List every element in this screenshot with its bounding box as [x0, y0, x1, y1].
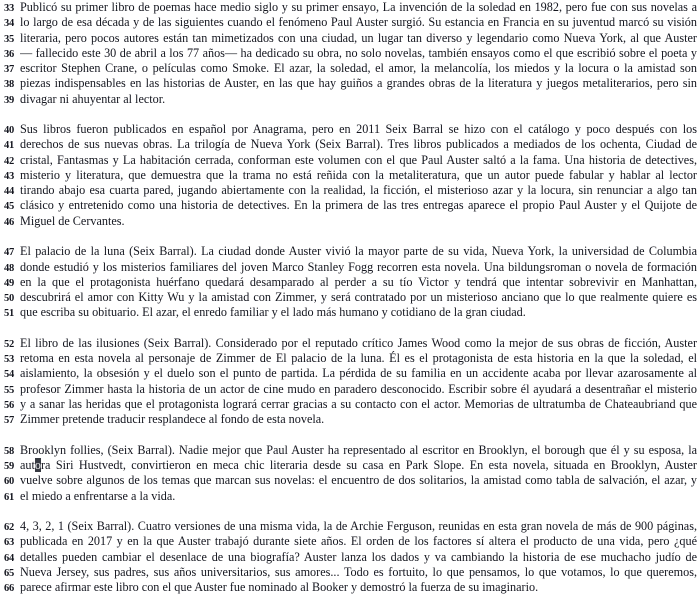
line-number: 57 [4, 415, 14, 427]
text-line [4, 198, 697, 213]
text-line [4, 305, 697, 320]
line-text[interactable]: publicada en 2017 y en la que Auster trabajó durante siete años. El orden de los factores sí altera el producto de una vida, pero ¿qué [20, 534, 697, 549]
text-line [4, 565, 697, 580]
line-number: 53 [4, 354, 14, 366]
text-line [4, 244, 697, 259]
paragraph-gap [4, 107, 697, 122]
line-text[interactable]: detalles pueden cambiar el desenlace de una biografía? Auster lanza los dados y va cambiando la historia de ese muchacho judío de [20, 549, 697, 564]
line-number: 61 [4, 491, 14, 503]
line-number: 40 [4, 125, 14, 137]
text-line [4, 260, 697, 275]
line-number: 62 [4, 522, 14, 534]
line-text[interactable]: retoma en esta novela al personaje de Zimmer de El palacio de la luna. Él es el protagonista de esta historia en la que la soledad, el [20, 351, 697, 366]
paragraph-gap [4, 504, 697, 519]
line-number: 54 [4, 369, 14, 381]
line-text[interactable]: descubrirá el amor con Kitty Wu y la amistad con Zimmer, y será contratado por un misterioso anciano que lo que realmente quiere es [20, 290, 697, 305]
line-text[interactable]: Brooklyn follies, (Seix Barral). Nadie mejor que Paul Auster ha representado al escritor en Brooklyn, el borough que él y su esposa, la [20, 442, 697, 457]
line-number: 56 [4, 399, 14, 411]
line-text[interactable]: cristal, Fantasmas y La habitación cerrada, conforman este volumen con el que Paul Auster saltó a la fama. Una historia de detectives, [20, 152, 697, 167]
text-area[interactable] [4, 0, 697, 595]
line-text[interactable]: divagar ni ahuyentar al lector. [20, 91, 166, 106]
text-line [4, 0, 697, 15]
line-number: 59 [4, 460, 14, 472]
line-text[interactable]: escritor Stephen Crane, o películas como Smoke. El azar, la soledad, el amor, la melancolía, los miedos y la locura o la amistad son [20, 61, 697, 76]
line-text[interactable]: que escriba su obituario. El azar, el enredo familiar y el lado más humano y cotidiano de la gran ciudad. [20, 305, 526, 320]
line-text-before-cursor: aut [20, 457, 35, 472]
line-text[interactable]: profesor Zimmer hasta la historia de un actor de cine mudo en paradero desconocido. Escribir sobre él ayudará a desentrañar el misterio [20, 381, 697, 396]
text-line [4, 168, 697, 183]
line-text[interactable]: Nueva Jersey, sus padres, sus años universitarios, sus amores... Todo es fortuito, lo que pensamos, lo que votamos, lo que queremos, [20, 564, 697, 579]
paragraph-gap [4, 321, 697, 336]
line-text[interactable]: donde estudió y los misterios familiares del joven Marco Stanley Fogg recorren esta novela. Una bildungsroman o novela de formación [20, 259, 697, 274]
line-text[interactable] [20, 458, 697, 473]
text-line [4, 397, 697, 412]
line-number: 33 [4, 3, 14, 14]
line-number: 49 [4, 277, 14, 289]
line-number: 38 [4, 79, 14, 91]
text-line [4, 534, 697, 549]
line-number: 36 [4, 48, 14, 60]
line-text[interactable]: vuelve sobre algunos de los temas que marcan sus novelas: el encuentro de dos solitarios, la amistad como tabla de salvación, el azar, y [20, 473, 697, 488]
text-line [4, 183, 697, 198]
line-number: 58 [4, 445, 14, 457]
line-text[interactable]: Miguel de Cervantes. [20, 213, 125, 228]
text-line [4, 137, 697, 152]
line-text[interactable]: — fallecido este 30 de abril a los 77 años— ha dedicado su obra, no solo novelas, también ensayos como el que escribió sobre el poeta y [20, 45, 697, 60]
text-line [4, 382, 697, 397]
text-line [4, 46, 697, 61]
line-number: 63 [4, 537, 14, 549]
text-line [4, 458, 697, 473]
line-text[interactable]: misterio y literatura, que demuestra que la trama no está reñida con la metaliteratura, que un autor puede fabular y hablar al lector [20, 167, 697, 182]
line-number: 55 [4, 384, 14, 396]
text-line [4, 92, 697, 107]
text-line [4, 550, 697, 565]
line-text[interactable]: tirando abajo esa cuarta pared, jugando abiertamente con la realidad, la ficción, el misterioso azar y la locura, sin renunciar a algo tan [20, 183, 697, 198]
text-line [4, 489, 697, 504]
line-text[interactable]: aislamiento, la obsesión y el duelo son el punto de partida. La pérdida de su familia en un accidente acaba por llevar azarosamente al [20, 366, 697, 381]
line-number: 51 [4, 308, 14, 320]
text-line [4, 15, 697, 30]
text-line [4, 290, 697, 305]
line-number: 46 [4, 216, 14, 228]
text-cursor: o [34, 457, 41, 472]
text-line [4, 31, 697, 46]
line-number: 60 [4, 476, 14, 488]
line-number: 37 [4, 64, 14, 76]
line-text[interactable]: Zimmer pretende traducir resplandece al fondo de esta novela. [20, 412, 325, 427]
line-number: 45 [4, 201, 14, 213]
line-number: 43 [4, 170, 14, 182]
line-text-after-cursor: ra Siri Hustvedt, convirtieron en meca chic literaria desde su casa en Park Slope. En esta novela, situada en Brooklyn, Auster [40, 457, 697, 472]
text-line [4, 214, 697, 229]
line-number: 42 [4, 155, 14, 167]
line-number: 47 [4, 247, 14, 259]
line-text[interactable]: Publicó su primer libro de poemas hace medio siglo y su primer ensayo, La invención de la soledad en 1982, pero fue con sus novelas a [20, 0, 697, 14]
line-text[interactable]: y a sanar las heridas que el protagonista logrará cerrar gracias a su contacto con el actor. Memorias de ultratumba de Chateaubriand que [20, 396, 697, 411]
line-text[interactable]: Sus libros fueron publicados en español por Anagrama, pero en 2011 Seix Barral se hizo con el catálogo y poco después con los [20, 122, 697, 137]
line-text[interactable]: parece afirmar este libro con el que Auster fue nominado al Booker y demostró la fuerza de su imaginario. [20, 580, 539, 595]
line-number: 52 [4, 338, 14, 350]
line-number: 34 [4, 18, 14, 30]
line-text[interactable]: el miedo a enfrentarse a la vida. [20, 488, 176, 503]
text-line [4, 122, 697, 137]
text-line [4, 412, 697, 427]
text-line [4, 473, 697, 488]
line-number: 50 [4, 293, 14, 305]
line-text[interactable]: El palacio de la luna (Seix Barral). La ciudad donde Auster vivió la mayor parte de su vida, Nueva York, la universidad de Columbia [20, 244, 697, 259]
line-text[interactable]: 4, 3, 2, 1 (Seix Barral). Cuatro versiones de una misma vida, la de Archie Ferguson, reunidas en esta gran novela de más de 900 páginas, [20, 519, 697, 534]
text-line [4, 351, 697, 366]
text-line [4, 275, 697, 290]
line-number: 64 [4, 552, 14, 564]
line-number: 66 [4, 583, 14, 595]
text-line [4, 61, 697, 76]
text-line [4, 519, 697, 534]
line-number: 35 [4, 33, 14, 45]
text-line [4, 76, 697, 91]
text-line [4, 366, 697, 381]
line-number: 39 [4, 94, 14, 106]
text-line [4, 443, 697, 458]
paragraph-gap [4, 427, 697, 442]
line-text[interactable]: en la que el protagonista huérfano quedará desamparado al perder a su tío Victor y tendrá que intentar sobrevivir en Manhattan, [20, 274, 697, 289]
line-number: 41 [4, 140, 14, 152]
text-line [4, 336, 697, 351]
line-text[interactable]: derechos de sus nuevas obras. La trilogía de Nueva York (Seix Barral). Tres libros publicados a mediados de los ochenta, Ciudad de [20, 137, 697, 152]
line-text[interactable]: lo largo de esa década y de las siguientes cuando el fenómeno Paul Auster surgió. Su estancia en Francia en su juventud marcó su visión [20, 15, 697, 30]
line-number: 44 [4, 186, 14, 198]
line-text[interactable]: clásico y entretenido como una historia de detectives. En la primera de las tres entregas aparece el propio Paul Auster y el Quijote de [20, 198, 697, 213]
line-number: 48 [4, 262, 14, 274]
line-text[interactable]: piezas indispensables en las historias de Auster, en las que hay guiños a grandes obras de la literatura y juegos metaliterarios, pero sin [20, 76, 697, 91]
line-number: 65 [4, 567, 14, 579]
text-line [4, 580, 697, 595]
paragraph-gap [4, 229, 697, 244]
text-line [4, 153, 697, 168]
line-text[interactable]: literaria, pero pocos autores están tan mimetizados con una ciudad, un lugar tan diverso y legendario como Nueva York, al que Auster [20, 30, 697, 45]
line-text[interactable]: El libro de las ilusiones (Seix Barral). Considerado por el reputado crítico James Wood como la mejor de sus obras de ficción, Auster [20, 335, 697, 350]
